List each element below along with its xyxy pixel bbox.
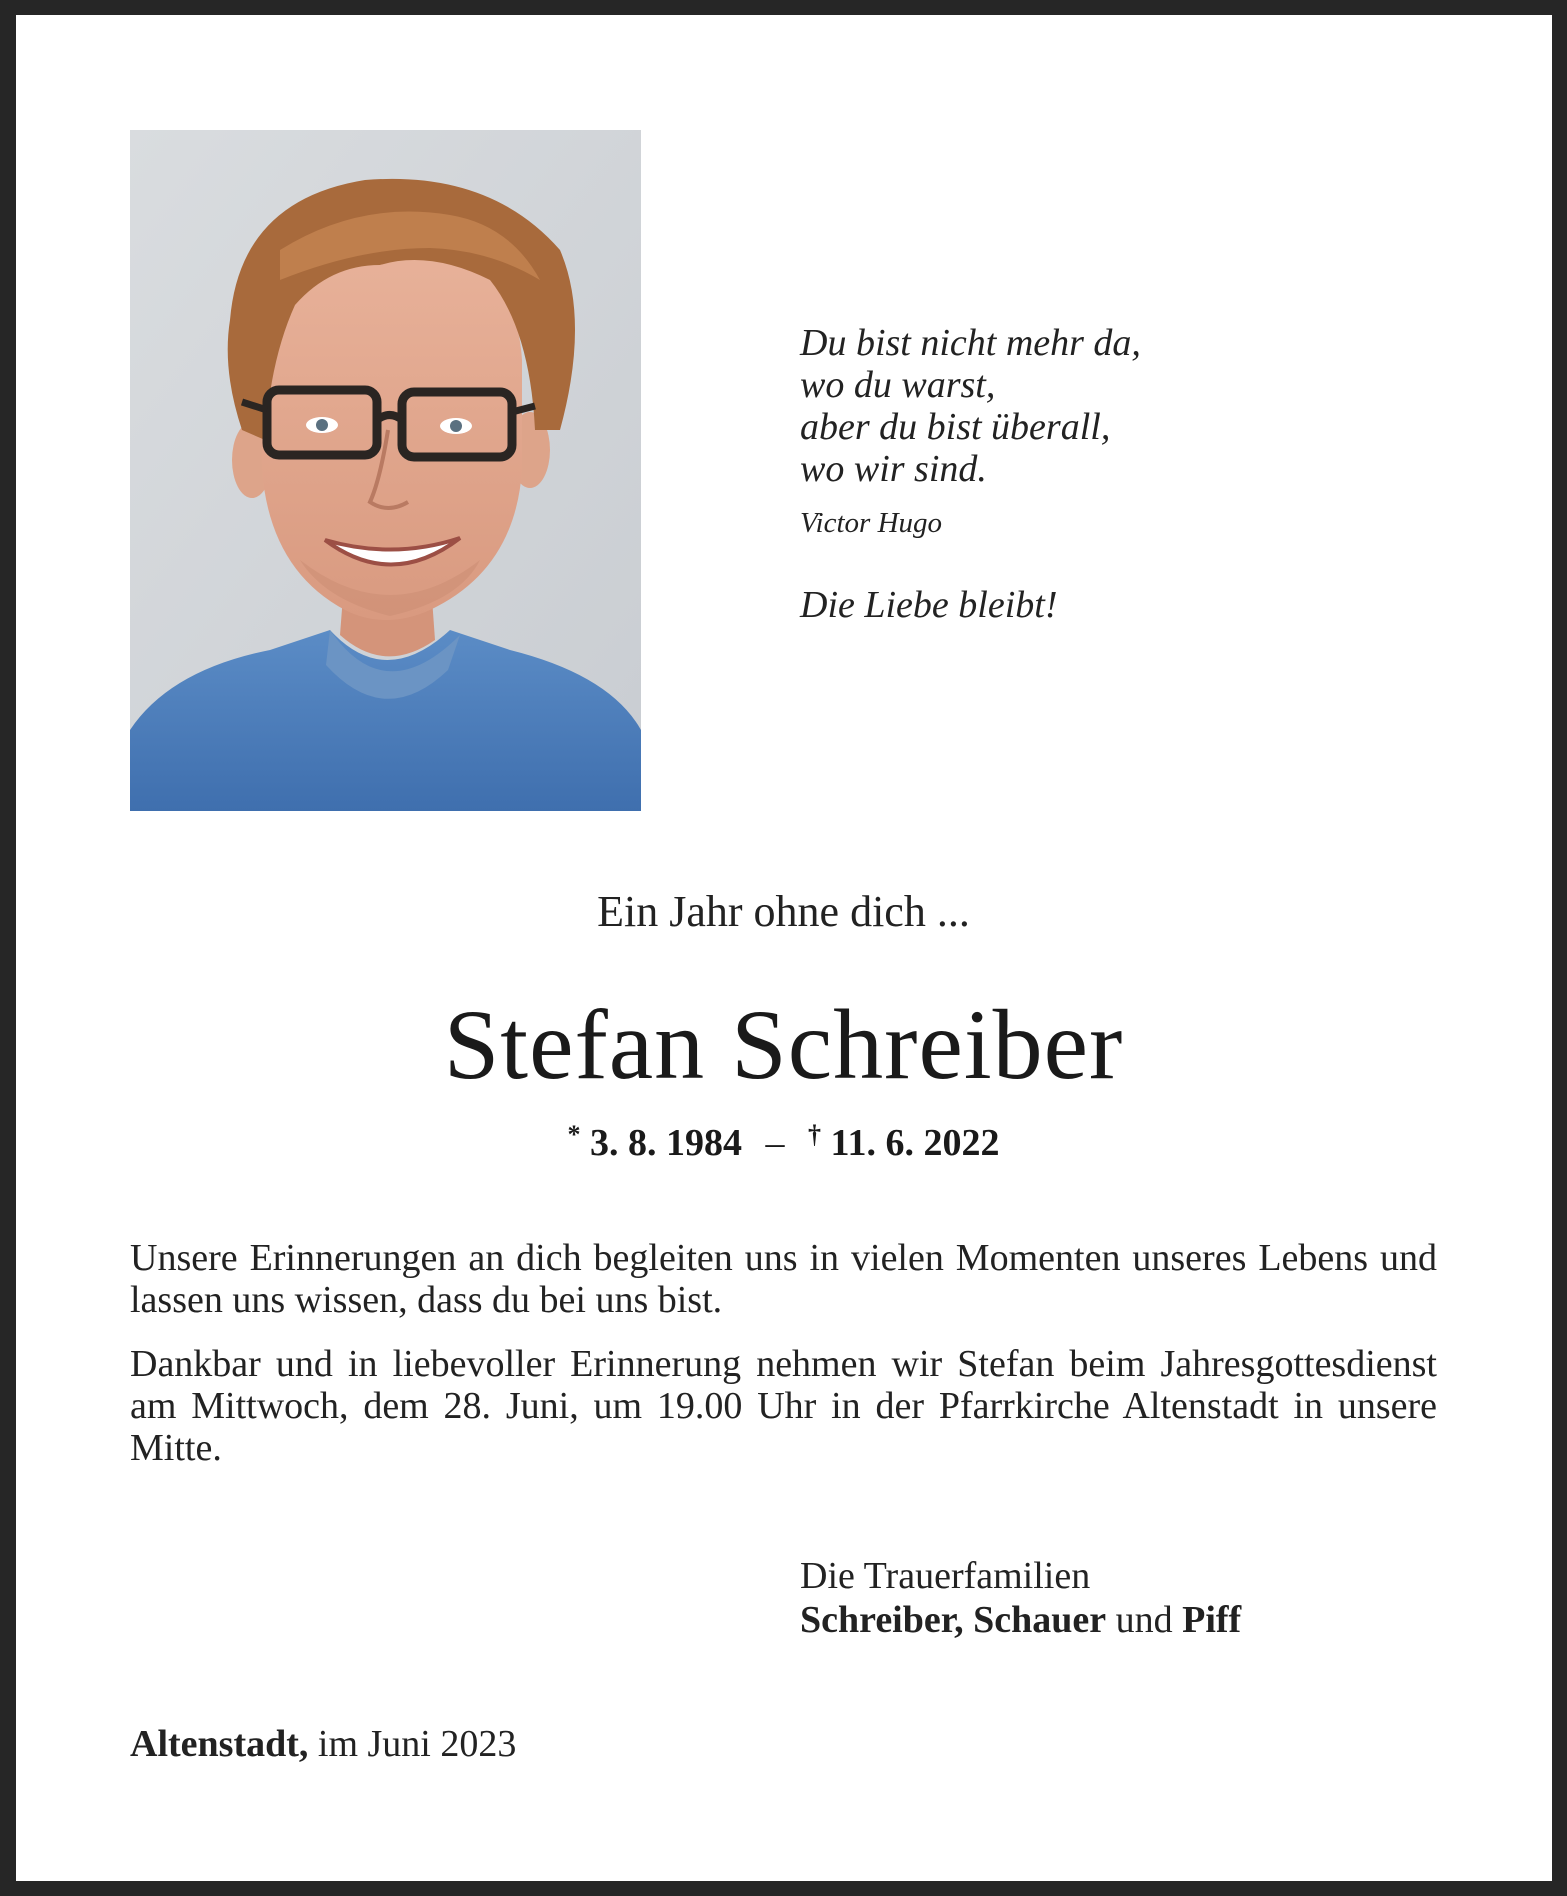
quote-line: Du bist nicht mehr da, — [800, 322, 1141, 364]
portrait-photo — [130, 130, 641, 811]
body-paragraph: Dankbar und in liebevoller Erinnerung nehmen wir Stefan beim Jahresgottesdienst am Mittwoch, dem 28. Juni, um 19.00 Uhr in der Pfarrkirche Altenstadt in unsere Mitte. — [130, 1343, 1437, 1469]
deceased-name: Stefan Schreiber — [443, 989, 1124, 1100]
quote-author: Victor Hugo — [800, 507, 943, 539]
body-paragraph: Unsere Erinnerungen an dich begleiten uns in vielen Momenten unseres Lebens und lassen uns wissen, dass du bei uns bist. — [130, 1237, 1437, 1321]
signature-intro: Die Trauerfamilien — [800, 1555, 1091, 1597]
portrait-illustration — [130, 130, 641, 811]
birth-date: 3. 8. 1984 — [590, 1122, 743, 1164]
birth-symbol: * — [567, 1120, 581, 1149]
intro-heading: Ein Jahr ohne dich ... — [597, 887, 970, 936]
place-date: im Juni 2023 — [317, 1723, 517, 1765]
death-symbol: † — [808, 1120, 822, 1149]
life-dates — [0, 1112, 1567, 1166]
quote-line: aber du bist überall, — [800, 406, 1111, 448]
quote-closing: Die Liebe bleibt! — [800, 584, 1058, 626]
family-name: Schreiber, — [800, 1599, 964, 1641]
place-and-date — [130, 1722, 516, 1766]
date-separator: – — [765, 1122, 785, 1164]
quote-line: wo wir sind. — [800, 448, 987, 490]
quote-line: wo du warst, — [800, 364, 996, 406]
notice-body — [130, 1237, 1437, 1491]
family-names — [800, 1598, 1420, 1642]
conjunction: und — [1115, 1599, 1173, 1641]
family-signature — [800, 1554, 1420, 1642]
place-town: Altenstadt, — [130, 1723, 309, 1765]
family-name: Piff — [1182, 1599, 1242, 1641]
family-name: Schauer — [973, 1599, 1107, 1641]
memorial-quote — [800, 322, 1420, 626]
death-date: 11. 6. 2022 — [830, 1122, 1000, 1164]
